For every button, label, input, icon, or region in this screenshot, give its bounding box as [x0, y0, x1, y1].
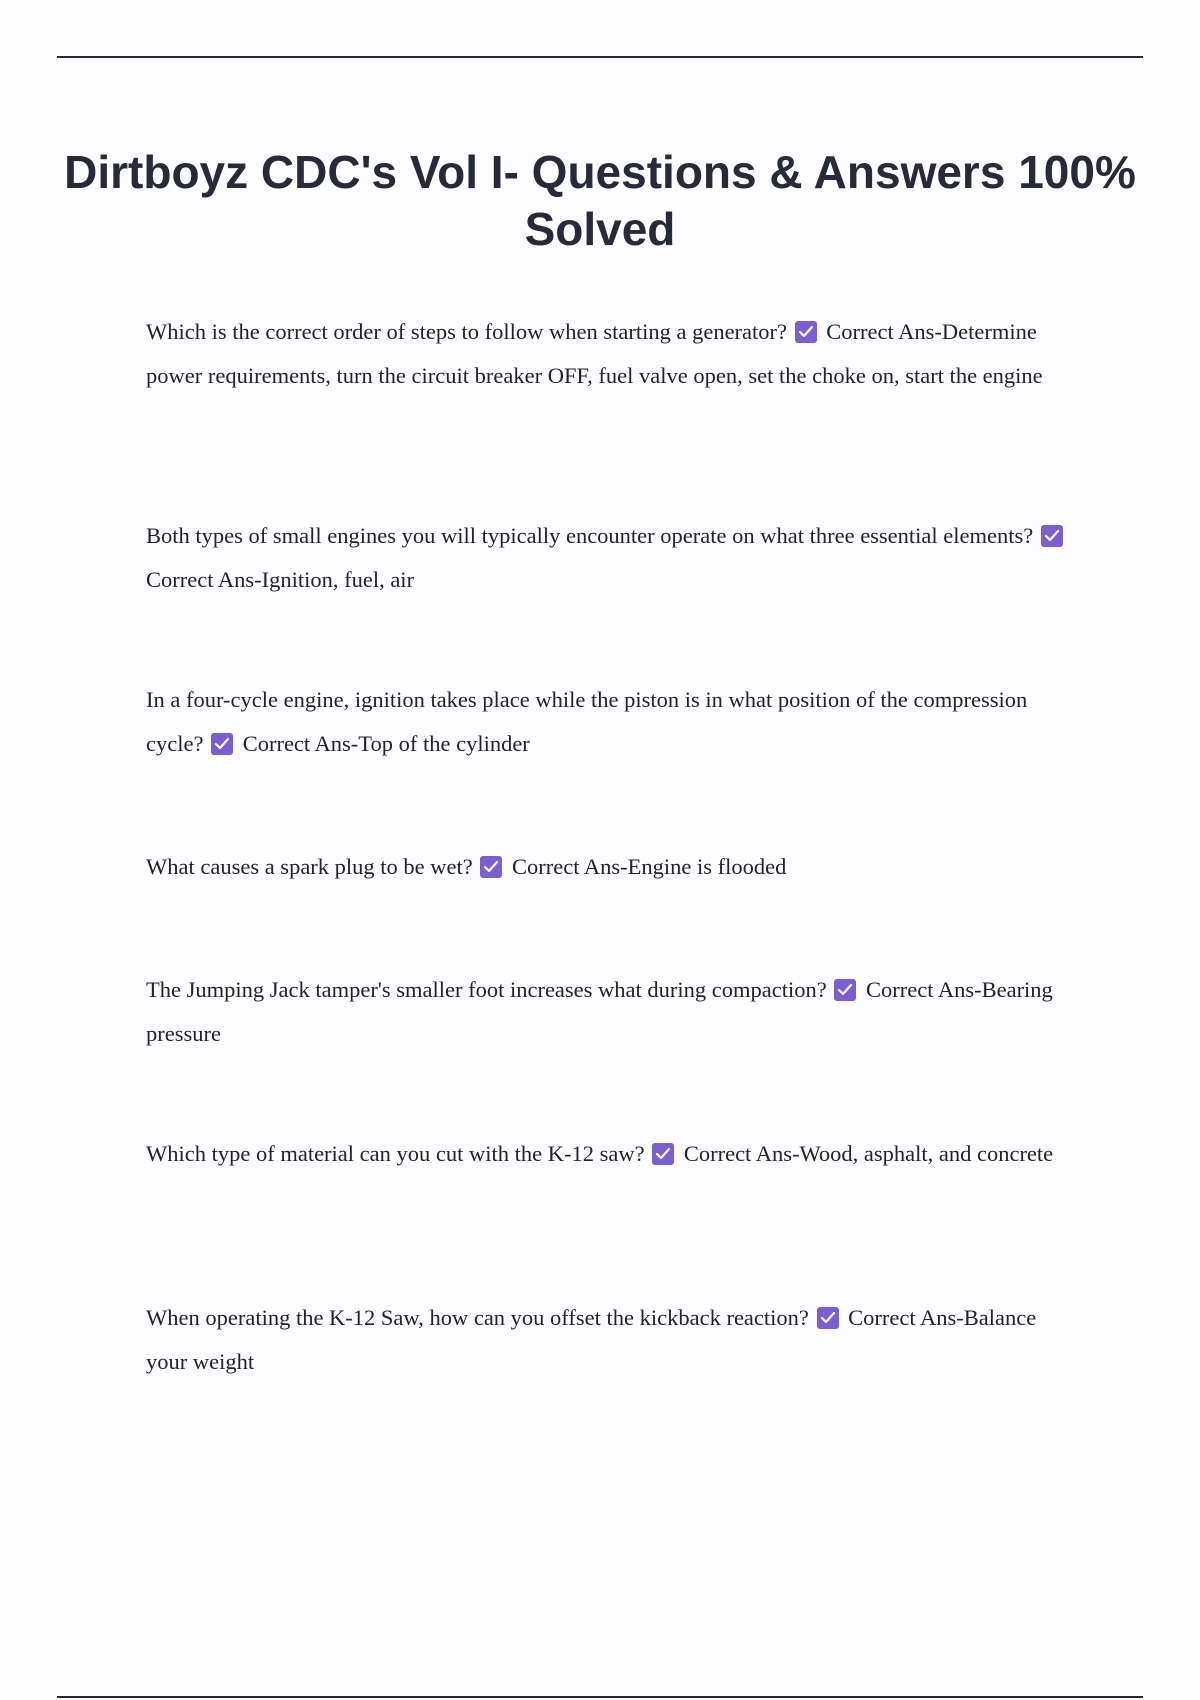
question-text: Which type of material can you cut with the K-12 saw? [146, 1141, 645, 1166]
answer-text: Correct Ans-Balance your weight [146, 1305, 1037, 1374]
checked-box-icon [817, 1307, 839, 1329]
question-text: The Jumping Jack tamper's smaller foot increases what during compaction? [146, 977, 827, 1002]
question-text: Which is the correct order of steps to follow when starting a generator? [146, 319, 788, 344]
checked-box-icon [1041, 525, 1063, 547]
answer-text: Correct Ans-Bearing pressure [146, 977, 1053, 1046]
qa-item [146, 1296, 1076, 1384]
qa-item [146, 1132, 1076, 1176]
checked-box-icon [211, 733, 233, 755]
question-text: In a four-cycle engine, ignition takes place while the piston is in what position of the compression cycle? [146, 687, 1028, 756]
answer-text: Correct Ans-Determine power requirements, turn the circuit breaker OFF, fuel valve open, set the choke on, start the engine [146, 319, 1043, 388]
checked-box-icon [480, 856, 502, 878]
answer-text: Correct Ans-Engine is flooded [512, 854, 787, 879]
checked-box-icon [652, 1143, 674, 1165]
document-title: Dirtboyz CDC's Vol I- Questions & Answers 100% Solved [64, 146, 1136, 255]
qa-item [146, 310, 1076, 398]
answer-text: Correct Ans-Ignition, fuel, air [146, 567, 415, 592]
top-divider [57, 56, 1143, 58]
qa-item [146, 678, 1076, 766]
qa-item [146, 514, 1076, 602]
checked-box-icon [795, 321, 817, 343]
question-text: Both types of small engines you will typically encounter operate on what three essential elements? [146, 523, 1034, 548]
qa-item [146, 968, 1076, 1056]
qa-item [146, 845, 1076, 889]
answer-text: Correct Ans-Wood, asphalt, and concrete [683, 1141, 1054, 1166]
bottom-divider [57, 1696, 1143, 1698]
question-text: When operating the K-12 Saw, how can you offset the kickback reaction? [146, 1305, 809, 1330]
answer-text: Correct Ans-Top of the cylinder [242, 731, 530, 756]
checked-box-icon [834, 979, 856, 1001]
question-text: What causes a spark plug to be wet? [146, 854, 473, 879]
